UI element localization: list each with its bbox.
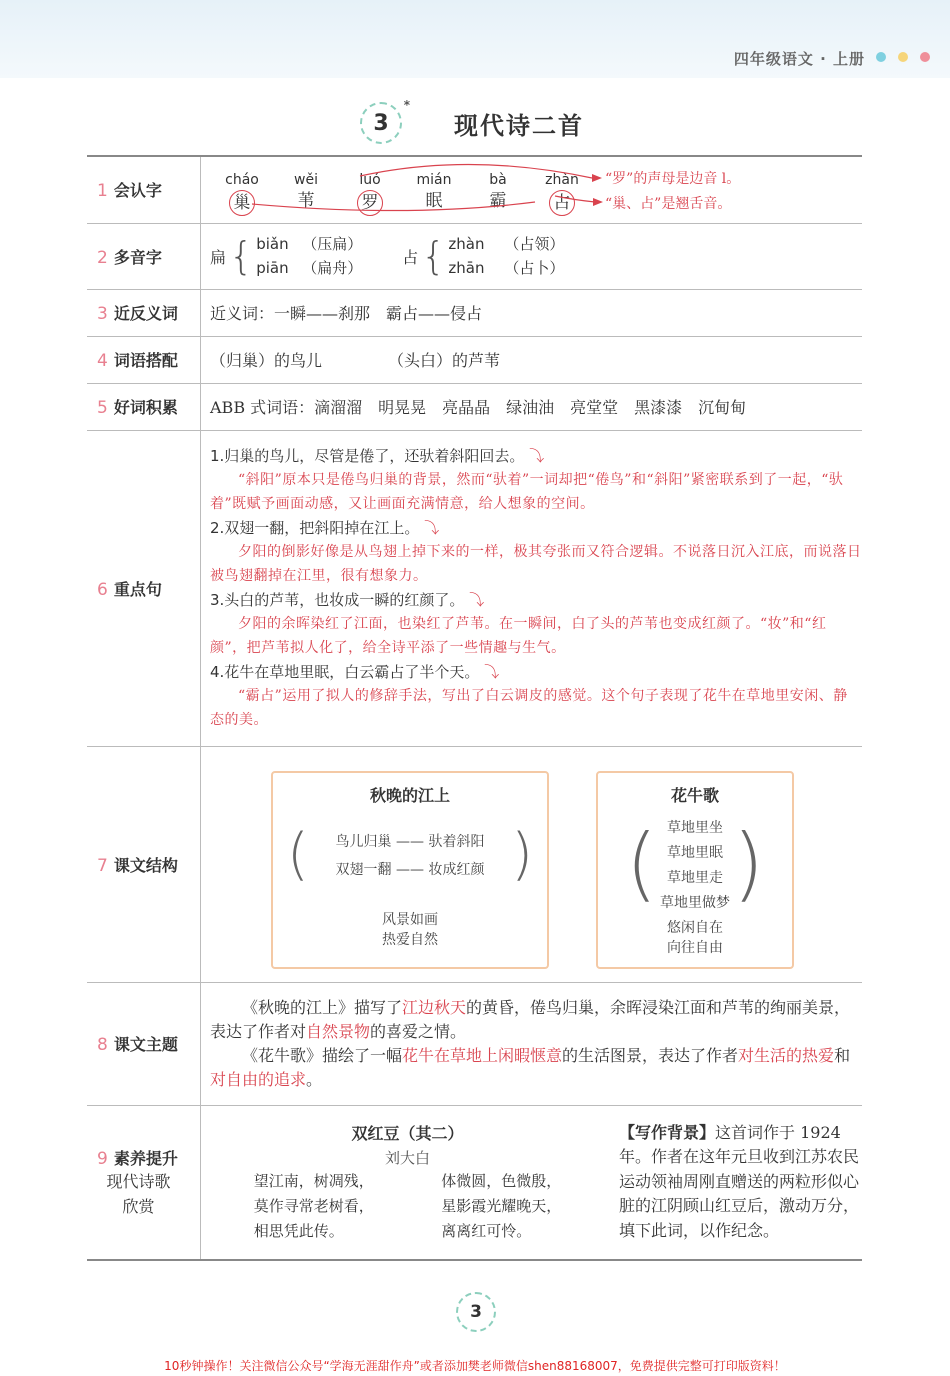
poem-line: 星影霞光耀晚天， <box>441 1196 562 1215</box>
theme-text: 。 <box>306 1069 323 1089</box>
paren-right-icon: ) <box>511 821 533 887</box>
page-number: 3 <box>456 1292 496 1332</box>
struct-line: 草地里走 <box>667 869 723 886</box>
row-label: 重点句 <box>113 579 162 599</box>
row-recognize <box>87 156 862 223</box>
row-sublabel: 欣赏 <box>122 1196 155 1216</box>
sentence-explanation: “霸占”运用了拟人的修辞手法，写出了白云调皮的感觉。这个句子表现了花牛在草地里安闲、静态的美。 <box>210 688 848 728</box>
row-number: 5 <box>97 398 108 418</box>
poly-char: 扁 <box>210 247 227 267</box>
box-title: 秋晚的江上 <box>369 785 450 805</box>
key-sentence <box>210 516 862 540</box>
poem-author: 刘大白 <box>384 1148 430 1167</box>
row-number: 1 <box>97 181 108 202</box>
char: 苇 <box>297 190 315 211</box>
poem-line: 望江南，树凋残， <box>253 1171 374 1190</box>
row-appreciation <box>87 1105 862 1260</box>
pinyin: zhàn <box>545 171 579 188</box>
row-number: 2 <box>97 247 108 268</box>
lesson-number-text: 3 <box>373 110 389 136</box>
background-tag: 【写作背景】 <box>619 1122 716 1142</box>
collocation-b: （头白）的芦苇 <box>388 351 501 370</box>
poly-pinyin: biǎn <box>256 235 289 253</box>
row-theme <box>87 982 862 1105</box>
row-good-words <box>87 383 862 430</box>
row-number: 4 <box>97 351 108 371</box>
book-label: 四年级语文 · 上册 <box>733 50 865 68</box>
sentence-text: 3.头白的芦苇，也妆成一瞬的红颜了。 <box>210 591 465 609</box>
row-number: 6 <box>97 579 108 600</box>
row-structure <box>87 746 862 982</box>
sentence-explanation: 夕阳的倒影好像是从鸟翅上掉下来的一样，极其夸张而又符合逻辑。不说落日沉入江底，而说落日被鸟翅翻掉在江里，很有想象力。 <box>210 544 862 584</box>
row-number: 9 <box>97 1148 108 1169</box>
row-label: 多音字 <box>113 247 162 267</box>
char: 霸 <box>489 190 507 211</box>
row-label: 素养提升 <box>113 1148 178 1168</box>
paren-left-icon: ( <box>287 821 309 887</box>
note-chao-zhan: “巢、占”是翘舌音。 <box>605 195 732 212</box>
theme-highlight: 自然景物 <box>306 1021 371 1041</box>
row-label: 课文结构 <box>113 855 178 875</box>
theme-para-1 <box>210 996 862 1044</box>
struct-line: 鸟儿归巢 <box>335 833 392 850</box>
poem-line: 相思凭此传。 <box>253 1221 344 1240</box>
background-text: 这首词作于 1924 年。作者在这年元旦收到江苏农民运动领袖周刚直赠送的两粒形似心脏的江阴顾山红豆后，激动万分，填下此词，以作纪念。 <box>619 1122 860 1240</box>
decor-dots <box>876 52 930 62</box>
char: 罗 <box>357 190 383 216</box>
key-sentence <box>210 588 862 612</box>
lesson-number <box>360 98 410 144</box>
struct-line: 草地里做梦 <box>660 894 730 911</box>
poly-word: （占领） <box>504 235 565 253</box>
char: 眠 <box>425 190 443 211</box>
polyphone-zhan <box>402 232 564 280</box>
poly-pinyin: zhān <box>448 259 485 277</box>
poem-line: 离离红可怜。 <box>441 1221 532 1240</box>
row-key-sentences <box>87 430 862 746</box>
row-collocation <box>87 336 862 383</box>
dot-blue <box>876 52 886 62</box>
sentence-explanation: “斜阳”原本只是倦鸟归巢的背景，然而“驮着”一词却把“倦鸟”和“斜阳”紧密联系到了一起，“驮着”既赋予画面动感，又让画面充满情意，给人想象的空间。 <box>210 472 844 512</box>
key-sentence <box>210 660 862 684</box>
sentence-explanation: 夕阳的余晖染红了江面，也染红了芦苇。在一瞬间，白了头的芦苇也变成红颜了。“妆”和“红颜”，把芦苇拟人化了，给全诗平添了一些情趣与生气。 <box>210 616 827 656</box>
row-label: 好词积累 <box>113 398 178 417</box>
lesson-star: * <box>403 98 410 112</box>
curve-arrow-icon: ⤵ <box>484 663 500 681</box>
pinyin: mián <box>416 171 452 188</box>
struct-line: 驮着斜阳 <box>428 833 485 850</box>
curve-arrow-icon: ⤵ <box>469 591 485 609</box>
dot-pink <box>920 52 930 62</box>
box-summary: 向往自由 <box>667 939 723 956</box>
row-label: 词语搭配 <box>113 351 178 370</box>
pinyin: cháo <box>225 171 259 188</box>
row-number: 8 <box>97 1035 108 1055</box>
poly-word: （占卜） <box>504 259 565 277</box>
row-number: 3 <box>97 304 108 324</box>
curve-arrow-icon: ⤵ <box>529 447 545 465</box>
poem-line: 莫作寻常老树看， <box>253 1196 374 1215</box>
brace-icon: { <box>229 234 254 278</box>
struct-line: 双翅一翻 <box>335 861 392 878</box>
char: 占 <box>549 190 575 216</box>
theme-highlight: 对自由的追求 <box>210 1069 307 1089</box>
sentence-text: 4.花牛在草地里眠，白云霸占了半个天。 <box>210 663 480 681</box>
polyphone-bian <box>210 232 362 280</box>
theme-text: 的喜爱之情。 <box>370 1021 467 1041</box>
theme-text: 和 <box>834 1045 851 1065</box>
theme-text: 《秋晚的江上》描写了 <box>242 997 403 1017</box>
collocation-a: （归巢）的鸟儿 <box>210 351 323 370</box>
poly-pinyin: piān <box>256 259 289 277</box>
pinyin: luó <box>359 171 381 188</box>
pinyin: wěi <box>294 171 318 188</box>
char-list <box>210 158 862 222</box>
brace-icon: { <box>421 234 446 278</box>
poly-word: （压扁） <box>302 235 363 253</box>
row-label: 近反义词 <box>113 304 178 323</box>
row-number: 7 <box>97 855 108 876</box>
key-sentence <box>210 444 862 468</box>
poly-pinyin: zhàn <box>448 235 485 253</box>
box-summary: 风景如画 <box>382 911 438 928</box>
sentence-text: 2.双翅一翻，把斜阳掉在江上。 <box>210 519 420 537</box>
good-words-text: ABB 式词语：滴溜溜 明晃晃 亮晶晶 绿油油 亮堂堂 黑漆漆 沉甸甸 <box>201 383 863 430</box>
poem-line: 体微圆，色微殷， <box>441 1171 562 1190</box>
box-summary: 热爱自然 <box>382 931 438 948</box>
theme-highlight: 花牛在草地上闲暇惬意 <box>402 1045 563 1065</box>
top-banner <box>0 0 950 78</box>
poem-title: 双红豆（其二） <box>351 1123 464 1143</box>
struct-line: 妆成红颜 <box>428 861 485 878</box>
writing-background <box>619 1121 859 1244</box>
struct-line: 草地里坐 <box>667 819 723 836</box>
note-luo: “罗”的声母是边音 l。 <box>605 170 741 187</box>
synonym-text: 近义词：一瞬——刹那 霸占——侵占 <box>201 289 863 336</box>
box-title: 花牛歌 <box>670 785 719 805</box>
theme-highlight: 江边秋天 <box>402 997 467 1017</box>
curve-arrow-icon: ⤵ <box>424 519 440 537</box>
lesson-heading <box>360 98 584 144</box>
theme-text: 的黄昏，倦鸟归巢，余晖浸染江面和芦苇的绚丽美景，表达了作者对 <box>210 997 851 1041</box>
row-label: 课文主题 <box>113 1035 178 1054</box>
row-label: 会认字 <box>113 181 162 201</box>
poem <box>210 1121 605 1244</box>
paren-right-icon: ) <box>732 816 764 910</box>
poly-char: 占 <box>402 247 419 267</box>
struct-line: 草地里眠 <box>667 844 723 861</box>
box-summary: 悠闲自在 <box>667 919 723 936</box>
theme-highlight: 对生活的热爱 <box>738 1045 835 1065</box>
annotation-arrows <box>210 158 610 222</box>
row-synonym <box>87 289 862 336</box>
char: 巢 <box>229 190 255 216</box>
structure-box-left: 秋晚的江上 ( ) 鸟儿归巢 —— 驮着斜阳 双翅一翻 —— 妆成红颜 风景如画 热爱自然 <box>271 771 549 969</box>
row-sublabel: 现代诗歌 <box>106 1171 171 1191</box>
poly-word: （扁舟） <box>302 259 363 277</box>
row-polyphone <box>87 223 862 289</box>
theme-text: 《花牛歌》描绘了一幅 <box>242 1045 403 1065</box>
lesson-table <box>87 155 862 1261</box>
sentence-text: 1.归巢的鸟儿，尽管是倦了，还驮着斜阳回去。 <box>210 447 525 465</box>
structure-box-right <box>596 771 794 969</box>
pinyin: bà <box>489 171 507 188</box>
theme-para-2 <box>210 1044 862 1092</box>
theme-text: 的生活图景，表达了作者 <box>562 1045 739 1065</box>
promo-text: 10秒钟操作！关注微信公众号“学海无涯甜作舟”或者添加樊老师微信shen88168007，免费提供完整可打印版资料！ <box>164 1359 786 1373</box>
paren-left-icon: ( <box>626 816 658 910</box>
lesson-title: 现代诗二首 <box>454 111 584 140</box>
dot-yellow <box>898 52 908 62</box>
